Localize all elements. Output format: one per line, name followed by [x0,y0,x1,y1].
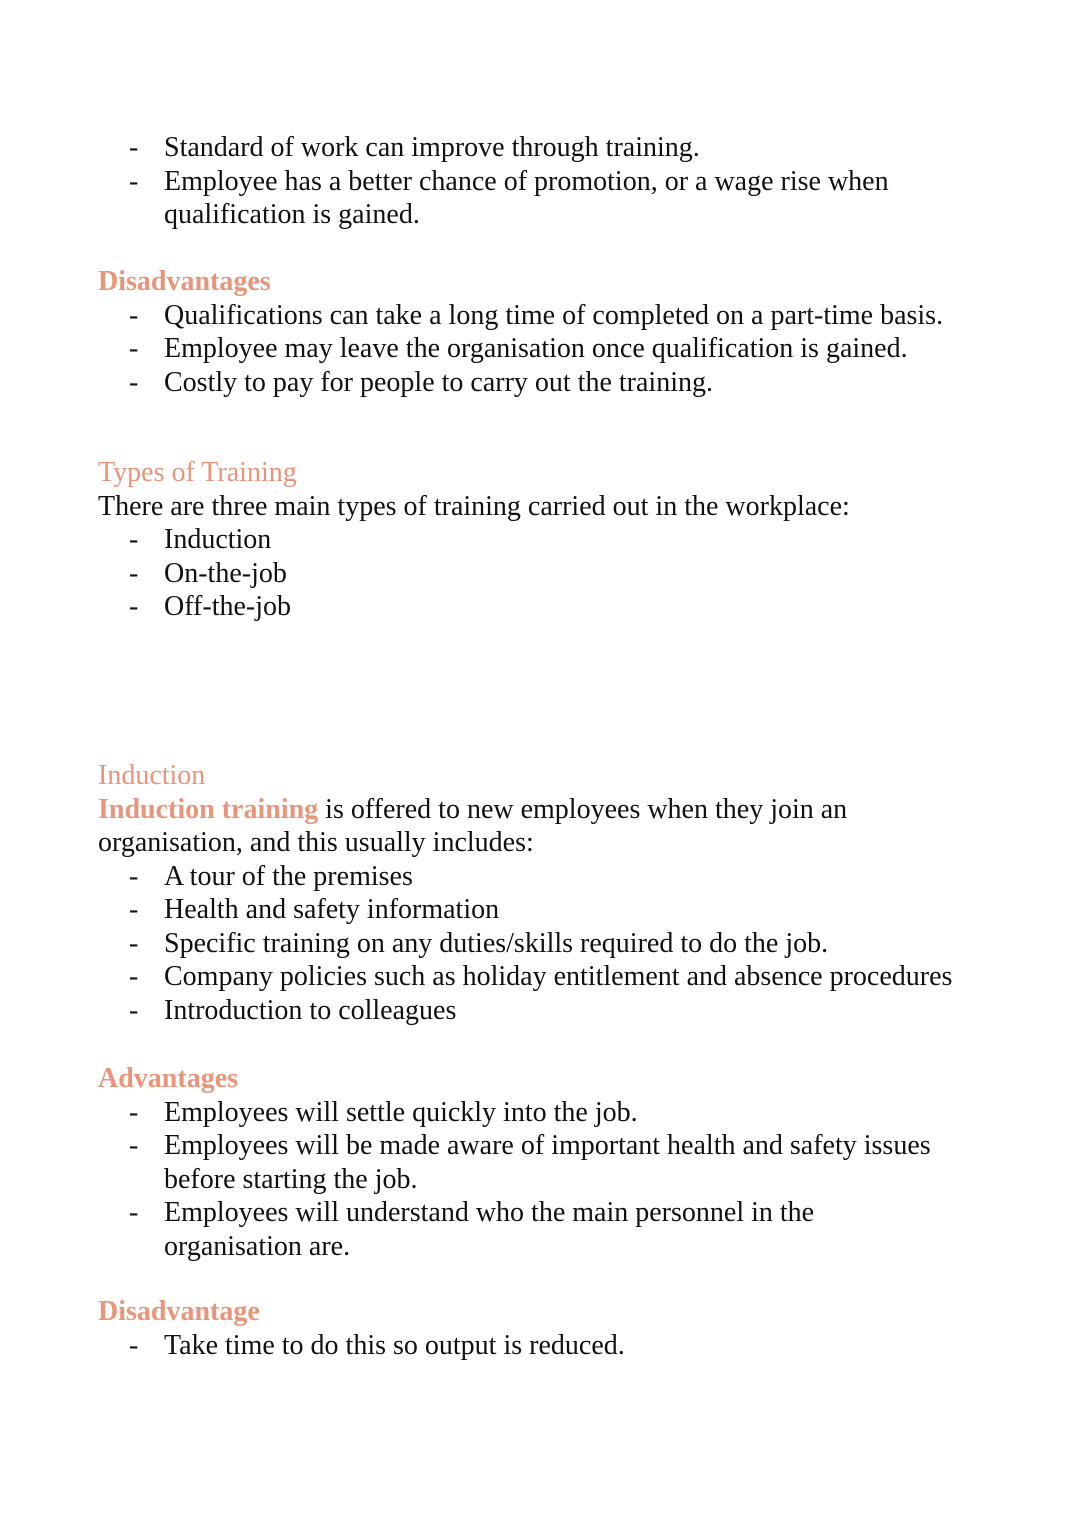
list-item: - Induction [98,523,998,557]
disadvantages-section [98,265,998,399]
disadvantage-section [98,1295,998,1362]
list-item: - Employee has a better chance of promotion, or a wage rise when qualification is gained. [98,165,924,232]
induction-intro-text: is offered to new employees when they join an organisation, and this usually includes: [98,793,848,858]
list-item: - Specific training on any duties/skills required to do the job. [98,927,998,961]
types-intro: There are three main types of training carried out in the workplace: [98,490,850,522]
list-item: - A tour of the premises [98,860,998,894]
list-item: - Standard of work can improve through training. [98,131,998,165]
list-item: - Health and safety information [98,893,998,927]
types-section [98,456,998,624]
disadvantage-heading: Disadvantage [98,1296,260,1327]
list-item: - Employees will understand who the main personnel in the organisation are. [98,1196,864,1263]
list-item: - Take time to do this so output is reduced. [98,1329,998,1363]
advantages-heading: Advantages [98,1063,239,1094]
disadvantages-list [98,299,998,400]
list-item: - Costly to pay for people to carry out the training. [98,366,998,400]
induction-training-highlight: Induction training [98,793,319,825]
list-item: - On-the-job [98,557,998,591]
disadvantage-list [98,1329,998,1363]
induction-heading: Induction [98,760,206,791]
list-item: - Company policies such as holiday entitlement and absence procedures [98,960,998,994]
list-item: - Employees will settle quickly into the job. [98,1096,998,1130]
list-item: - Qualifications can take a long time of completed on a part-time basis. [98,299,998,333]
list-item: - Introduction to colleagues [98,994,998,1028]
list-item: - Off-the-job [98,590,998,624]
induction-list [98,860,998,1028]
list-item: - Employee may leave the organisation once qualification is gained. [98,332,998,366]
types-list [98,523,998,624]
disadvantages-heading: Disadvantages [98,266,271,297]
list-item: - Employees will be made aware of important health and safety issues before starting the job. [98,1129,964,1196]
advantages-list [98,1096,998,1264]
induction-section [98,759,998,1027]
top-list [98,131,998,232]
types-heading: Types of Training [98,457,297,488]
advantages-section [98,1062,998,1263]
induction-intro [98,793,898,860]
top-list-section [98,131,998,232]
